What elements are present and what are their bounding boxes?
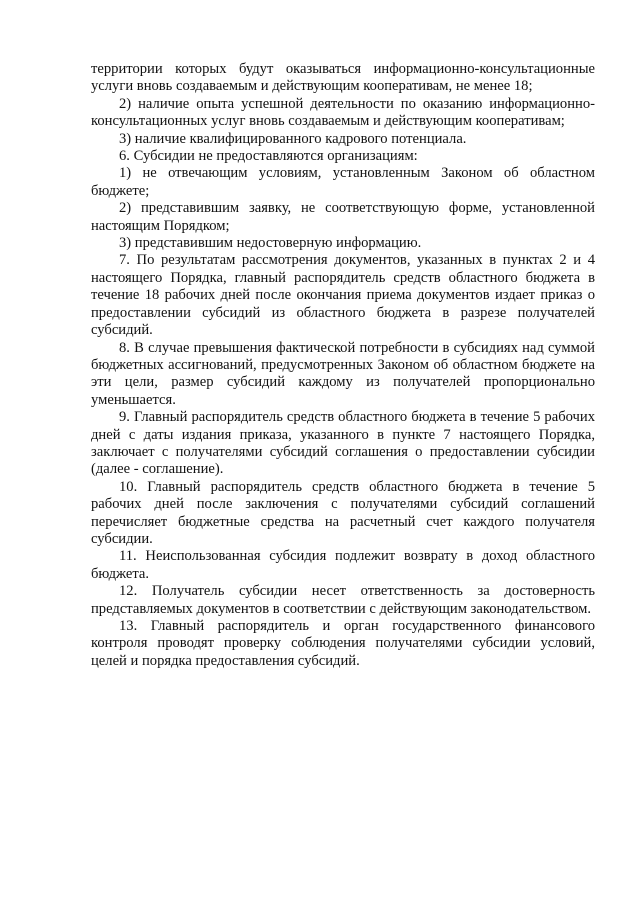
paragraph-section-11: 11. Неиспользованная субсидия подлежит возврату в доход областного бюджета. (91, 548, 595, 582)
paragraph-section-13: 13. Главный распорядитель и орган государственного финансового контроля проводят проверку соблюдения получателями субсидии условий, целей и порядка предоставления субсидий. (91, 618, 595, 669)
paragraph-section-8: 8. В случае превышения фактической потребности в субсидиях над суммой бюджетных ассигнований, предусмотренных Законом об областном бюджете на эти цели, размер субсидий каждому из получателей пропорционально уменьшается. (91, 339, 595, 408)
paragraph-section-6: 6. Субсидии не предоставляются организациям: (119, 148, 418, 165)
paragraph-section-6-item-3: 3) представившим недостоверную информацию. (119, 235, 422, 252)
document-body (91, 61, 595, 670)
paragraph-section-9: 9. Главный распорядитель средств областного бюджета в течение 5 рабочих дней с даты издания приказа, указанного в пункте 7 настоящего Порядка, заключает с получателями субсидий соглашения о предоставлении субсидии (далее - соглашение). (91, 409, 595, 478)
paragraph-section-12: 12. Получатель субсидии несет ответственность за достоверность представляемых документов в соответствии с действующим законодательством. (91, 583, 595, 617)
paragraph-criterion-2: 2) наличие опыта успешной деятельности по оказанию информационно-консультационных услуг вновь создаваемым и действующим кооперативам; (91, 95, 595, 130)
paragraph-continuation: территории которых будут оказываться информационно-консультационные услуги вновь создаваемым и действующим кооперативам, не менее 18; (91, 61, 595, 95)
paragraph-section-10: 10. Главный распорядитель средств областного бюджета в течение 5 рабочих дней после заключения с получателями субсидий соглашений перечисляет бюджетные средства на расчетный счет каждого получателя субсидии. (91, 478, 595, 547)
paragraph-section-7: 7. По результатам рассмотрения документов, указанных в пунктах 2 и 4 настоящего Порядка, главный распорядитель средств областного бюджета в течение 18 рабочих дней после окончания приема документов издает приказ о предоставлении субсидий из областного бюджета в разрезе получателей субсидий. (91, 252, 595, 339)
paragraph-criterion-3: 3) наличие квалифицированного кадрового потенциала. (119, 130, 467, 147)
paragraph-section-6-item-1: 1) не отвечающим условиям, установленным Законом об областном бюджете; (91, 165, 595, 199)
paragraph-section-6-item-2: 2) представившим заявку, не соответствующую форме, установленной настоящим Порядком; (91, 200, 595, 234)
